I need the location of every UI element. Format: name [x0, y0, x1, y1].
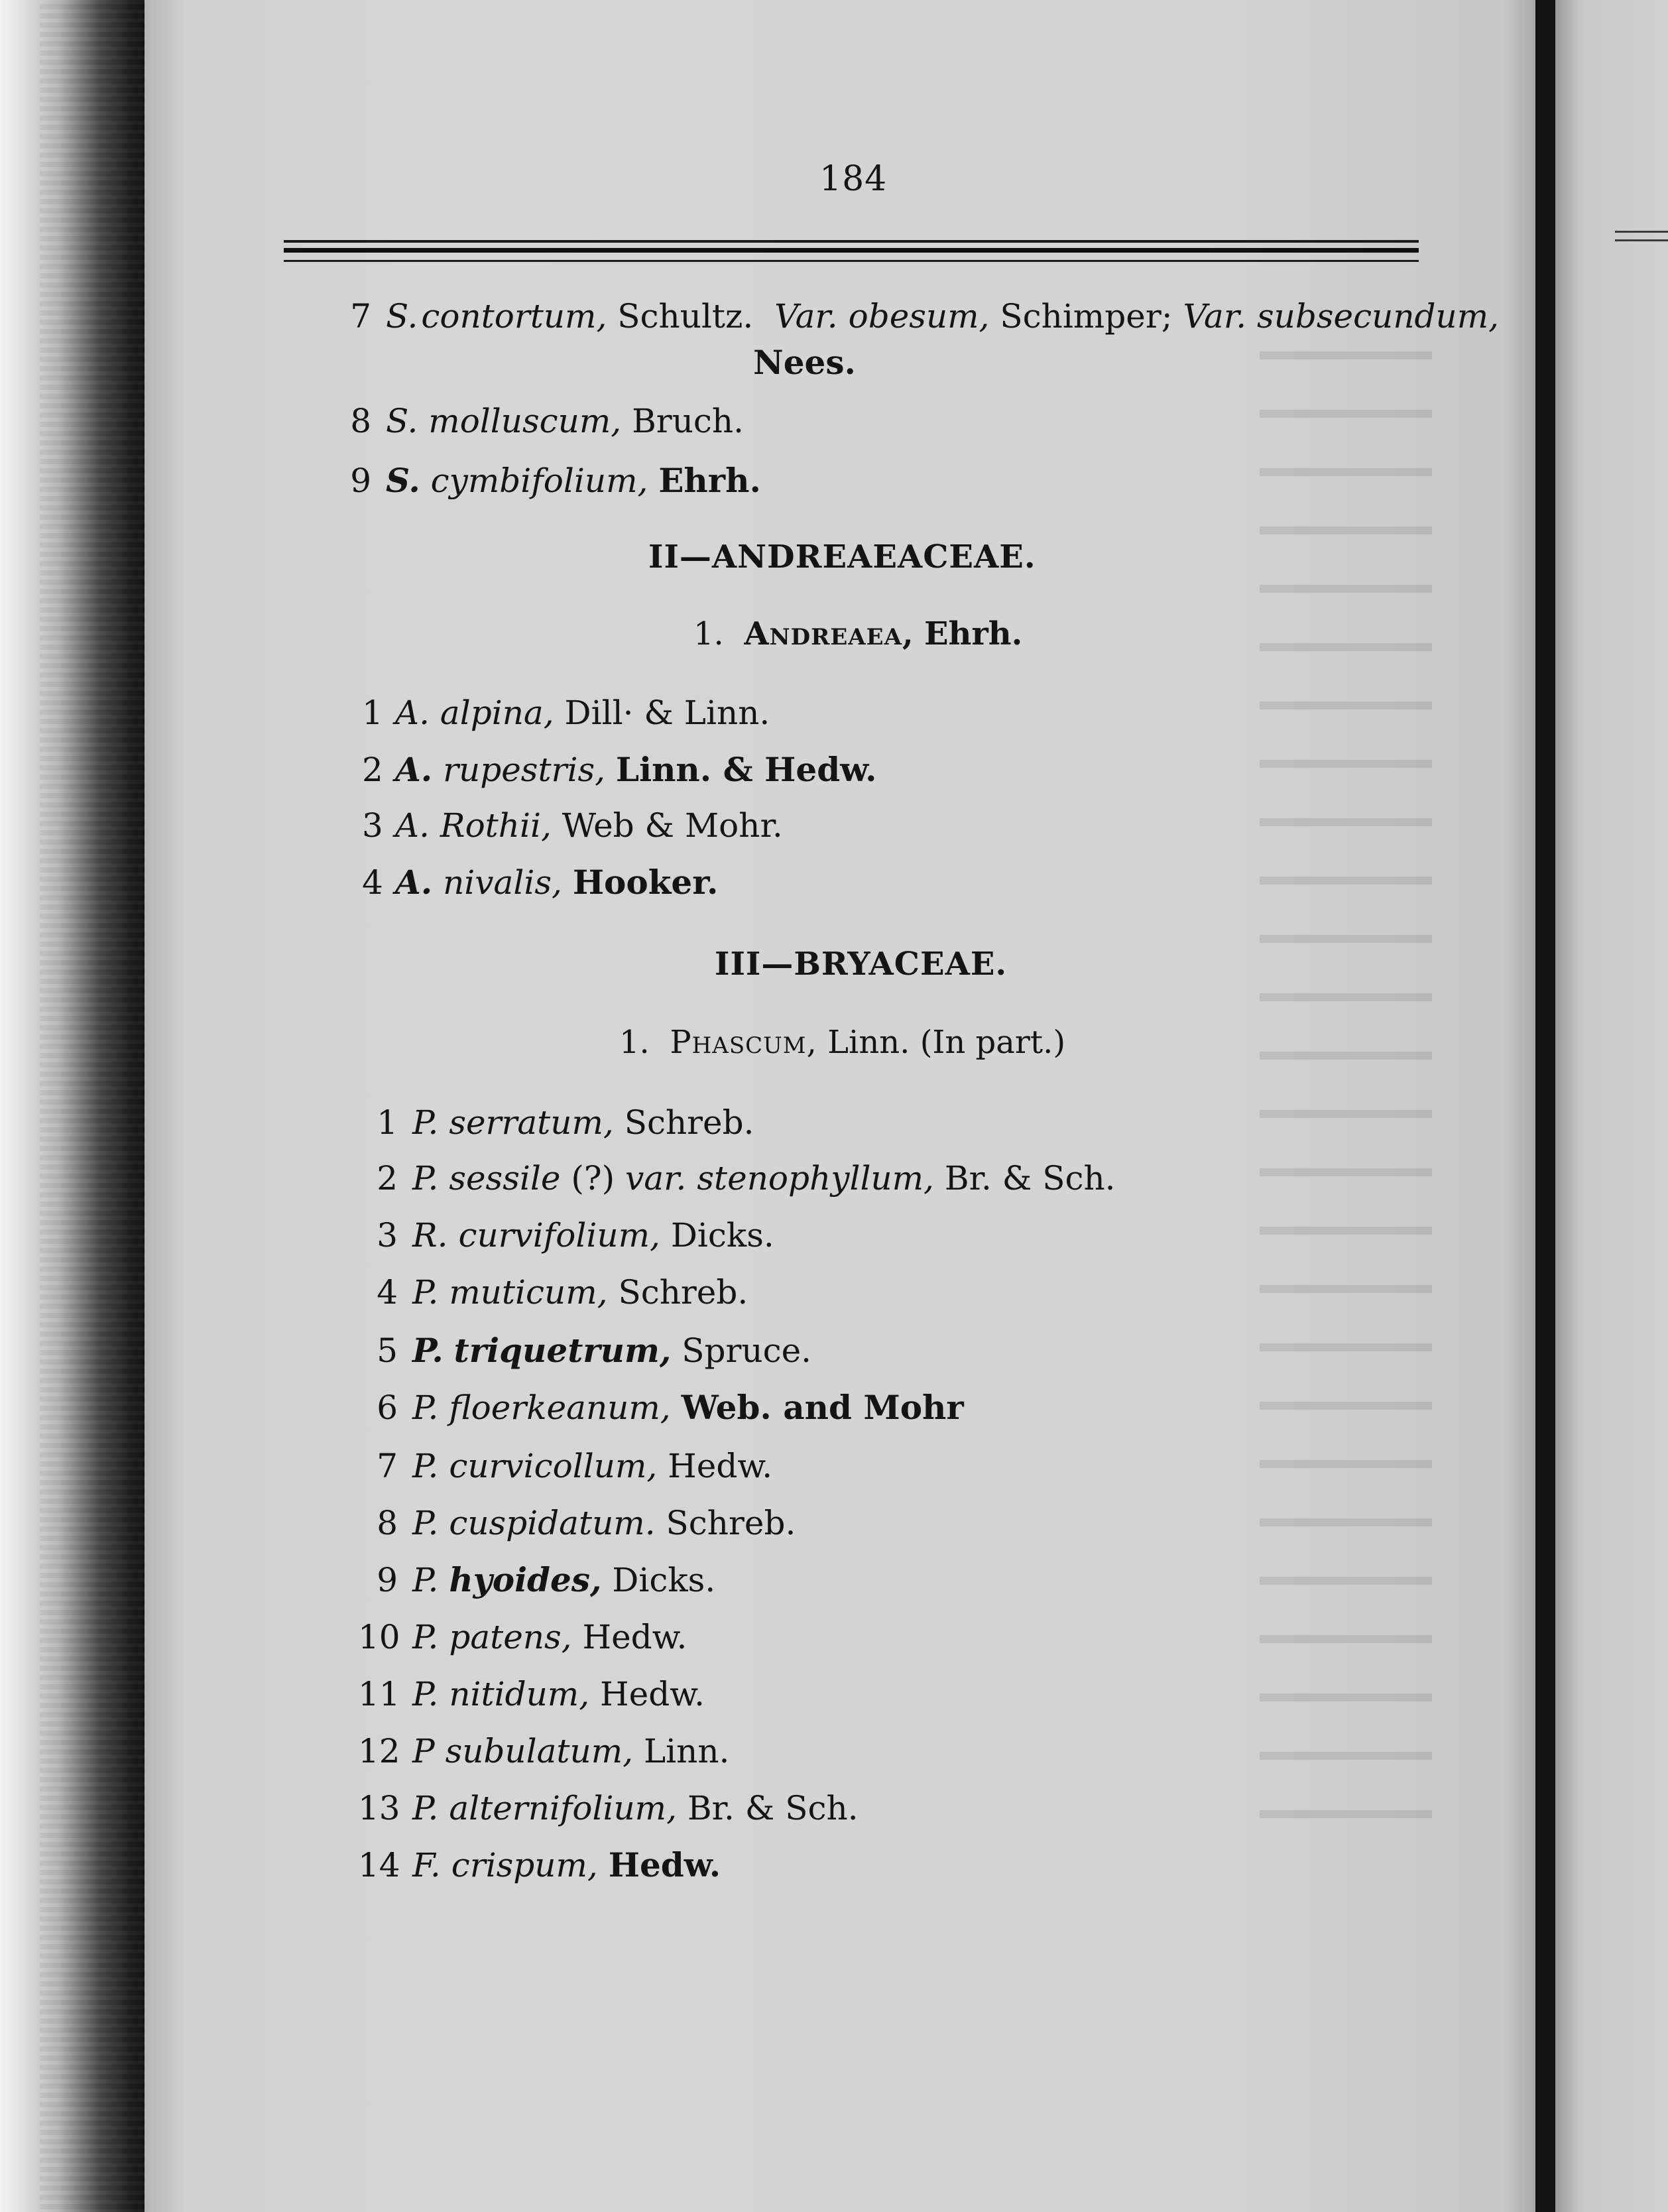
genus-abbrev: S.: [386, 297, 418, 336]
genus-abbrev: P: [412, 1732, 435, 1770]
entry-number: 10: [358, 1618, 400, 1656]
species-name: Rothii,: [440, 806, 552, 845]
genus-abbrev: S.: [386, 402, 418, 440]
species-name: alpina,: [440, 694, 554, 732]
page-number: 184: [819, 159, 888, 199]
genus-abbrev: P.: [412, 1159, 439, 1198]
authority: Hedw.: [608, 1845, 721, 1884]
list-item-continuation: [753, 343, 856, 382]
page-gutter: [1535, 0, 1555, 2212]
entry-number: 8: [377, 1504, 398, 1542]
authority: Ehrh.: [658, 461, 761, 500]
species-name: contortum,: [421, 297, 607, 336]
genus-abbrev: P.: [412, 1331, 444, 1370]
genus-abbrev: A.: [395, 694, 430, 732]
genus-abbrev: F.: [412, 1846, 441, 1884]
section-heading: II—ANDREAEACEAE.: [648, 538, 1036, 576]
genus-abbrev: P.: [412, 1675, 439, 1713]
adjacent-page-rule: [1615, 231, 1668, 241]
genus-abbrev: A.: [395, 863, 433, 902]
header-rule-bottom: [284, 260, 1419, 262]
genus-number: 1.: [693, 615, 724, 652]
list-item: [358, 1845, 721, 1884]
authority: Hooker.: [572, 863, 719, 902]
authority: Dicks.: [612, 1561, 716, 1599]
list-item: [362, 863, 719, 902]
list-item: [358, 1449, 772, 1483]
authority: Schreb.: [618, 1273, 748, 1312]
genus-abbrev: R.: [412, 1216, 448, 1255]
authority: Linn. & Hedw.: [615, 750, 877, 789]
list-item: [358, 1273, 748, 1312]
binding-edge: [40, 0, 146, 2212]
list-item: [358, 1388, 964, 1427]
species-name: serratum,: [449, 1103, 614, 1142]
genus-abbrev: P.: [412, 1618, 439, 1656]
species-name: subulatum,: [445, 1732, 634, 1770]
authority: Web & Mohr.: [562, 806, 783, 845]
entry-number: 14: [358, 1846, 400, 1884]
authority: Schultz.: [617, 297, 754, 336]
section-heading: III—BRYACEAE.: [715, 946, 1008, 983]
species-name: nitidum,: [449, 1675, 590, 1713]
species-name: patens,: [449, 1618, 572, 1656]
genus-name: Andreaea,: [744, 615, 914, 652]
genus-name: Phascum,: [670, 1024, 817, 1061]
entry-number: 9: [377, 1561, 398, 1599]
species-name: sessile: [449, 1159, 561, 1198]
species-name: curvicollum,: [449, 1447, 658, 1485]
list-item: [362, 806, 783, 845]
authority: Dill· & Linn.: [564, 694, 770, 732]
list-item: [358, 1789, 859, 1827]
entry-number: 8: [350, 402, 371, 440]
species-name: rupestris,: [443, 751, 606, 789]
show-through-bleed: [1260, 318, 1432, 1843]
list-item: [358, 1675, 705, 1713]
genus-heading: [693, 615, 1022, 652]
genus-abbrev: P.: [412, 1273, 439, 1312]
list-item: [345, 297, 1500, 336]
list-item: [358, 1159, 1116, 1198]
header-rule-top: [284, 240, 1419, 243]
list-item: [362, 750, 877, 789]
list-item: [358, 1216, 774, 1255]
header-rule-middle: [284, 248, 1419, 253]
entry-number: 7: [350, 297, 371, 336]
variety-name: Var. subsecundum,: [1183, 297, 1500, 336]
genus-heading: [619, 1024, 1065, 1061]
genus-number: 1.: [619, 1024, 650, 1061]
entry-number: 4: [362, 863, 383, 902]
entry-number: 2: [377, 1159, 398, 1198]
variety-authority: Schimper;: [1000, 297, 1173, 336]
authority: Hedw.: [600, 1675, 705, 1713]
entry-number: 7: [377, 1447, 398, 1485]
authority: Spruce.: [682, 1331, 812, 1370]
genus-abbrev: A.: [395, 806, 430, 845]
authority: Br. & Sch.: [687, 1789, 859, 1827]
list-item: [358, 1103, 754, 1142]
entry-number: 5: [377, 1331, 398, 1370]
variety-name: Var. obesum,: [774, 297, 990, 336]
variety-name: var. stenophyllum,: [625, 1159, 934, 1198]
species-name: floerkeanum,: [449, 1388, 671, 1427]
species-name: crispum,: [451, 1846, 598, 1884]
entry-number: 13: [358, 1789, 400, 1827]
list-item: [358, 1506, 796, 1540]
genus-abbrev: P.: [412, 1561, 439, 1599]
authority: Web. and Mohr: [681, 1388, 964, 1427]
species-name: alternifolium,: [449, 1789, 677, 1827]
entry-number: 9: [350, 461, 371, 500]
adjacent-page-edge: [1555, 0, 1668, 2212]
species-name: molluscum,: [428, 402, 622, 440]
genus-abbrev: P.: [412, 1103, 439, 1142]
authority: Br. & Sch.: [944, 1159, 1116, 1198]
genus-authority: Linn. (In part.): [827, 1024, 1066, 1061]
entry-number: 3: [362, 806, 383, 845]
species-name: curvifolium,: [458, 1216, 660, 1255]
genus-authority: Ehrh.: [923, 615, 1023, 652]
species-name: muticum,: [449, 1273, 608, 1312]
entry-number: 4: [377, 1273, 398, 1312]
species-name: hyoides,: [449, 1560, 602, 1599]
authority: Dicks.: [670, 1216, 774, 1255]
variety-authority: Nees.: [753, 343, 856, 382]
list-item: [358, 1732, 730, 1770]
entry-number: 1: [362, 694, 383, 732]
genus-abbrev: P.: [412, 1447, 439, 1485]
authority: Schreb.: [666, 1504, 796, 1542]
authority: Hedw.: [582, 1618, 687, 1656]
authority: Bruch.: [632, 402, 745, 440]
genus-abbrev: S.: [386, 461, 420, 500]
entry-number: 3: [377, 1216, 398, 1255]
authority: Schreb.: [624, 1103, 754, 1142]
authority: Linn.: [643, 1732, 730, 1770]
genus-abbrev: P.: [412, 1504, 439, 1542]
entry-number: 6: [377, 1388, 398, 1427]
genus-abbrev: P.: [412, 1388, 439, 1427]
list-item: [358, 1618, 687, 1656]
list-item: [362, 694, 770, 732]
genus-abbrev: P.: [412, 1789, 439, 1827]
species-name: cymbifolium,: [430, 461, 648, 500]
genus-abbrev: A.: [395, 750, 433, 789]
entry-number: 11: [358, 1675, 400, 1713]
query-note: (?): [571, 1159, 615, 1198]
list-item: [345, 461, 761, 500]
species-name: nivalis,: [443, 863, 562, 902]
list-item: [358, 1560, 716, 1599]
species-name: cuspidatum.: [449, 1504, 656, 1542]
list-item: [345, 404, 744, 438]
list-item: [358, 1331, 812, 1370]
entry-number: 2: [362, 751, 383, 789]
authority: Hedw.: [668, 1447, 773, 1485]
species-name: triquetrum,: [453, 1331, 672, 1370]
entry-number: 1: [377, 1103, 398, 1142]
entry-number: 12: [358, 1732, 400, 1770]
